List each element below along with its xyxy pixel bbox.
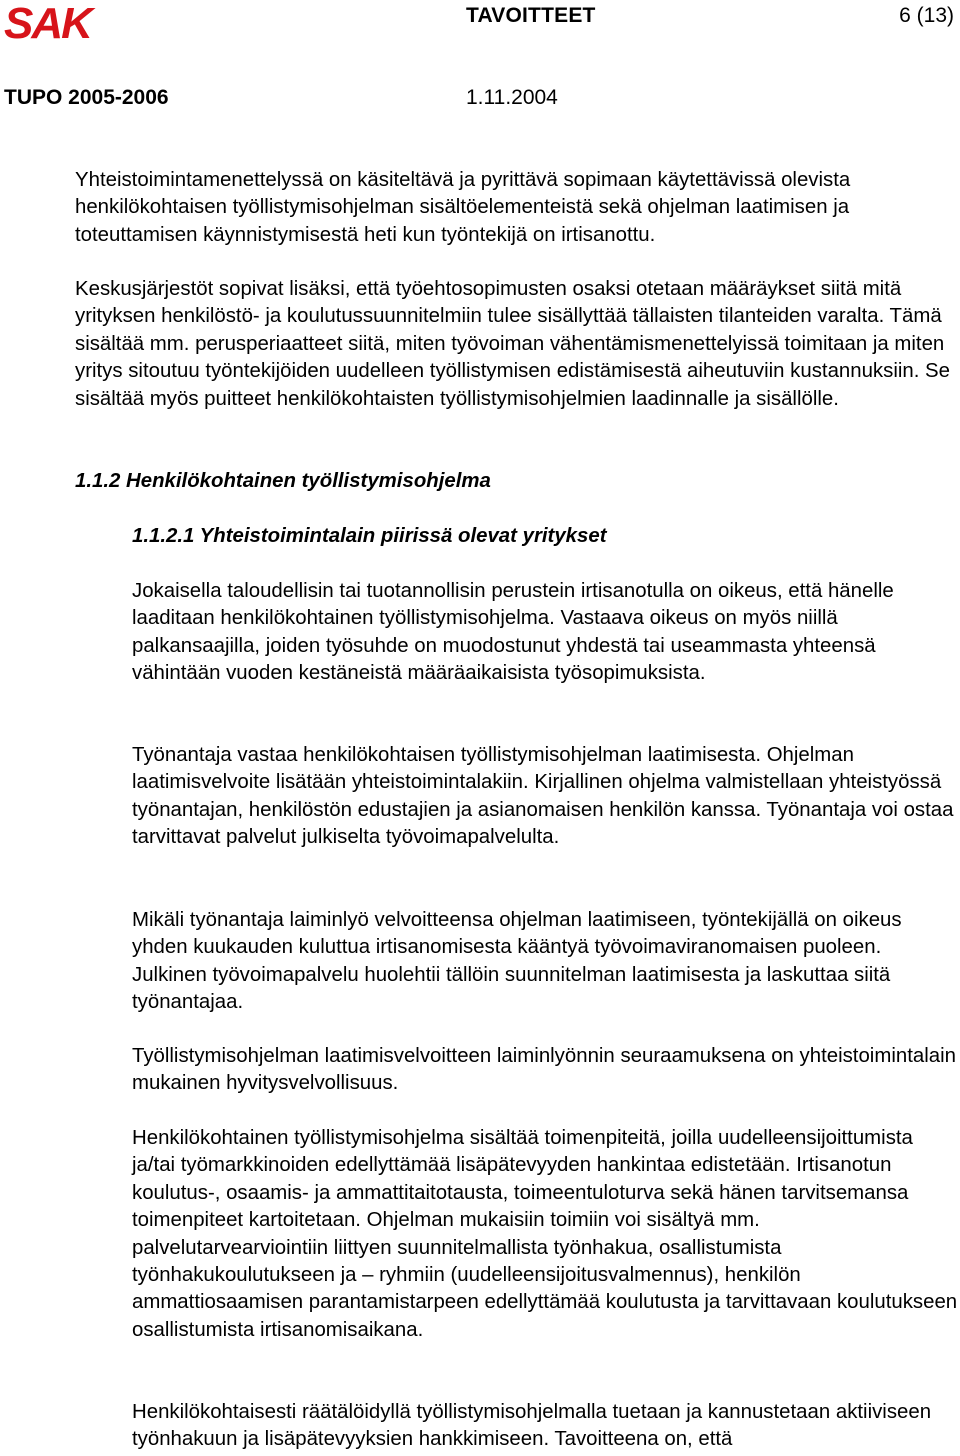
document-date: 1.11.2004 (466, 86, 558, 109)
paragraph-6: Työllistymisohjelman laatimisvelvoitteen laiminlyönnin seuraamuksena on yhteistoimintalain mukainen hyvitysvelvollisuus. (132, 1045, 956, 1095)
svg-text:SAK: SAK (4, 0, 91, 42)
section-heading: 1.1.2 Henkilökohtainen työllistymisohjelma (75, 470, 491, 492)
document-code: TUPO 2005-2006 (4, 86, 169, 109)
paragraph-5: Mikäli työnantaja laiminlyö velvoitteensa ohjelman laatimiseen, työntekijällä on oikeus yhden kuukauden kuluttua irtisanomisesta kääntyä työvoimaviranomaisen puoleen. Julkinen työvoimapalvelu huolehtii tällöin suunnitelman laatimisesta ja laskuttaa siitä työnantajaa. (132, 909, 902, 1014)
document-title: TAVOITTEET (466, 4, 596, 27)
sak-logo (4, 0, 104, 42)
paragraph-4: Työnantaja vastaa henkilökohtaisen työllistymisohjelman laatimisesta. Ohjelman laatimisvelvoite lisätään yhteistoimintalakiin. Kirjallinen ohjelma valmistellaan yhteistyössä työnantajan, henkilöstön edustajien ja asianomaisen henkilön kanssa. Työnantaja voi ostaa tarvittavat palvelut julkiselta työvoimapalvelulta. (132, 744, 954, 849)
paragraph-8: Henkilökohtaisesti räätälöidyllä työllistymisohjelmalla tuetaan ja kannustetaan aktiiviseen työnhakuun ja lisäpätevyyksien hankkimiseen. Tavoitteena on, että (132, 1401, 932, 1451)
page-number: 6 (13) (899, 4, 954, 27)
paragraph-2: Keskusjärjestöt sopivat lisäksi, että työehtosopimusten osaksi otetaan määräykset siitä mitä yrityksen henkilöstö- ja koulutussuunnitelmiin tulee sisällyttää tällaisten tilanteiden varalta. Tämä sisältää mm. perusperiaatteet siitä, miten työvoiman vähentämismenettelyissä toimitaan ja miten yritys sitoutuu työntekijöiden uudelleen työllistymisen edistämisestä aiheutuviin kustannuksiin. Se sisältää myös puitteet henkilökohtaisten työllistymisohjelmien laadinnalle ja sisällölle. (75, 278, 950, 410)
subsection-heading: 1.1.2.1 Yhteistoimintalain piirissä olevat yritykset (132, 525, 607, 547)
paragraph-1: Yhteistoimintamenettelyssä on käsiteltävä ja pyrittävä sopimaan käytettävissä olevista henkilökohtaisen työllistymisohjelman sisältöelementeistä sekä ohjelman laatimisen ja toteuttamisen käynnistymisestä heti kun työntekijä on irtisanottu. (75, 169, 851, 246)
sak-logo-graphic (4, 0, 104, 42)
paragraph-3: Jokaisella taloudellisin tai tuotannollisin perustein irtisanotulla on oikeus, että hänelle laaditaan henkilökohtainen työllistymisohjelma. Vastaava oikeus on myös niillä palkansaajilla, joiden työsuhde on muodostunut yhdestä tai useammasta yhteensä vähintään vuoden kestäneistä määräaikaisista työsopimuksista. (132, 580, 894, 685)
paragraph-7: Henkilökohtainen työllistymisohjelma sisältää toimenpiteitä, joilla uudelleensijoittumista ja/tai työmarkkinoiden edellyttämää lisäpätevyyden hankintaa edistetään. Irtisanotun koulutus-, osaamis- ja ammattitaitotausta, toimeentuloturva sekä hänen tarvitsemansa toimenpiteet kartoitetaan. Ohjelman mukaisiin toimiin voi sisältyä mm. palvelutarvearviointiin liittyen suunnitelmallista työnhakua, osallistumista työnhakukoulutukseen ja – ryhmiin (uudelleensijoitusvalmennus), henkilön ammattiosaamisen parantamistarpeen edellyttämää koulutusta ja tarvittavaan koulutukseen osallistumista irtisanomisaikana. (132, 1127, 958, 1341)
